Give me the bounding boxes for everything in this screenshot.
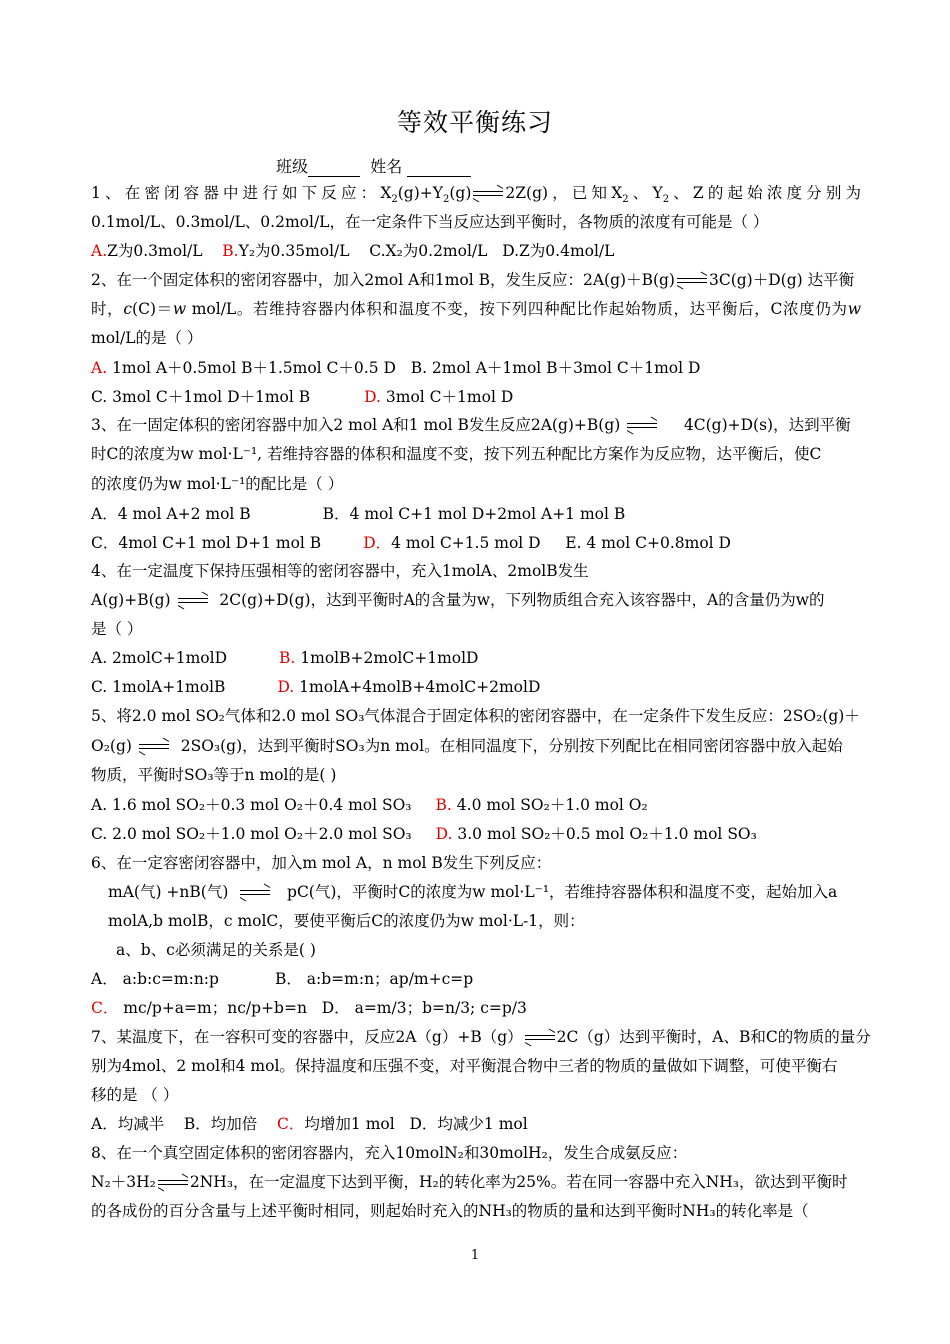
q6-line-2: mA(气) +nB(气) pC(气)，平衡时C的浓度为w mol·L⁻¹，若维持容器体积和温度不变，起始加入a (108, 883, 838, 901)
student-info-line (276, 154, 471, 177)
q4-options-1: A. 2molC+1molD B. 1molB+2molC+1molD (91, 649, 479, 667)
q7-line-2: 别为4mol、2 mol和4 mol。保持温度和压强不变，对平衡混合物中三者的物质的量做如下调整，可使平衡右 (91, 1057, 838, 1075)
q7-line-3: 移的是 （ ） (91, 1086, 179, 1104)
equilibrium-arrow-icon (238, 888, 272, 898)
q2-options-2: C. 3mol C＋1mol D＋1mol B D. 3mol C＋1mol D (91, 388, 514, 406)
q1-options: A.Z为0.3mol/L B.Y₂为0.35mol/L C.X₂为0.2mol/L D.Z为0.4mol/L (91, 242, 615, 260)
q8-line-1: 8、在一个真空固定体积的密闭容器内，充入10molN₂和30molH₂，发生合成氨反应： (91, 1144, 688, 1162)
q3-options-2: C．4mol C+1 mol D+1 mol B D．4 mol C+1.5 mol D E. 4 mol C+0.8mol D (91, 534, 731, 552)
equilibrium-arrow-icon (156, 1178, 190, 1188)
q6-options-1: A． a:b:c=m:n:p B． a:b=m:n；ap/m+c=p (91, 970, 474, 988)
q5-line-2: O₂(g) 2SO₃(g)，达到平衡时SO₃为n mol。在相同温度下，分别按下列配比在相同密闭容器中放入起始 (91, 737, 843, 755)
q7-line-1: 7、某温度下，在一容积可变的容器中，反应2A（g）+B（g） 2C（g）达到平衡时，A、B和C的物质的量分 (91, 1028, 871, 1046)
q3-line-3: 的浓度仍为w mol·L⁻¹的配比是（ ） (91, 475, 344, 493)
q8-line-3: 的各成份的百分含量与上述平衡时相同，则起始时充入的NH₃的物质的量和达到平衡时NH₃的转化率是（ (91, 1202, 809, 1220)
equilibrium-arrow-icon (471, 189, 505, 199)
q2-options-1: A. 1mol A＋0.5mol B＋1.5mol C＋0.5 D B. 2mol A＋1mol B＋3mol C＋1mol D (91, 359, 701, 377)
name-label: 姓名 (370, 157, 403, 176)
page-number: 1 (470, 1248, 480, 1263)
page-title: 等效平衡练习 (396, 108, 553, 137)
q5-line-1: 5、将2.0 mol SO₂气体和2.0 mol SO₃气体混合于固定体积的密闭容器中，在一定条件下发生反应：2SO₂(g)＋ (91, 707, 860, 725)
q4-options-2: C. 1molA+1molB D. 1molA+4molB+4molC+2molD (91, 678, 541, 696)
q4-line-3: 是（ ） (91, 620, 143, 638)
q5-line-3: 物质，平衡时SO₃等于n mol的是( ) (91, 766, 337, 784)
q3-line-1: 3、在一固定体积的密闭容器中加入2 mol A和1 mol B发生反应2A(g)+B(g) 4C(g)+D(s)，达到平衡 (91, 416, 851, 434)
class-label: 班级 (276, 157, 309, 176)
name-blank[interactable] (407, 176, 471, 177)
q4-line-2: A(g)+B(g) 2C(g)+D(g)，达到平衡时A的含量为w，下列物质组合充入该容器中，A的含量仍为w的 (91, 591, 825, 609)
q6-options-2: C． mc/p+a=m；nc/p+b=n D． a=m/3；b=n/3; c=p/3 (91, 999, 527, 1017)
q3-options-1: A．4 mol A+2 mol B B．4 mol C+1 mol D+2mol A+1 mol B (91, 505, 626, 523)
equilibrium-arrow-icon (625, 421, 659, 431)
q5-options-1: A. 1.6 mol SO₂＋0.3 mol O₂＋0.4 mol SO₃ B. 4.0 mol SO₂＋1.0 mol O₂ (91, 796, 648, 814)
q5-options-2: C. 2.0 mol SO₂＋1.0 mol O₂＋2.0 mol SO₃ D. 3.0 mol SO₂＋0.5 mol O₂＋1.0 mol SO₃ (91, 825, 757, 843)
q2-line-1: 2、在一个固定体积的密闭容器中，加入2mol A和1mol B，发生反应：2A(g)＋B(g) 3C(g)＋D(g) 达平衡 (91, 271, 855, 289)
q1-line-2: 0.1mol/L、0.3mol/L、0.2mol/L，在一定条件下当反应达到平衡时，各物质的浓度有可能是（ ） (91, 213, 769, 231)
class-blank[interactable] (308, 176, 360, 177)
q8-line-2: N₂＋3H₂ 2NH₃，在一定温度下达到平衡，H₂的转化率为25%。若在同一容器中充入NH₃，欲达到平衡时 (91, 1173, 848, 1191)
equilibrium-arrow-icon (137, 742, 171, 752)
equilibrium-arrow-icon (523, 1033, 557, 1043)
equilibrium-arrow-icon (675, 276, 709, 286)
q2-line-3: mol/L的是（ ） (91, 329, 203, 347)
q4-line-1: 4、在一定温度下保持压强相等的密闭容器中，充入1molA、2molB发生 (91, 562, 589, 580)
q1-line-1: 1、在密闭容器中进行如下反应：$X_2(g)+Y_2(g)$ 2Z(g)，已知$X_2$、$Y_2$、Z的起始浓度分别为 (91, 184, 861, 206)
q6-line-4: a、b、c必须满足的关系是( ) (116, 941, 316, 959)
equilibrium-arrow-icon (176, 596, 210, 606)
q6-line-3: molA,b molB，c molC，要使平衡后C的浓度仍为w mol·L-1，则： (108, 912, 585, 930)
q2-line-2: 时，c(C)＝w mol/L。若维持容器内体积和温度不变，按下列四种配比作起始物质，达平衡后，C浓度仍为w (91, 300, 861, 318)
q6-line-1: 6、在一定容密闭容器中，加入m mol A，n mol B发生下列反应： (91, 854, 552, 872)
q3-line-2: 时C的浓度为w mol·L⁻¹, 若维持容器的体积和温度不变，按下列五种配比方案作为反应物，达平衡后，使C (91, 445, 822, 463)
q7-options: A．均减半 B．均加倍 C．均增加1 mol D．均减少1 mol (91, 1115, 528, 1133)
